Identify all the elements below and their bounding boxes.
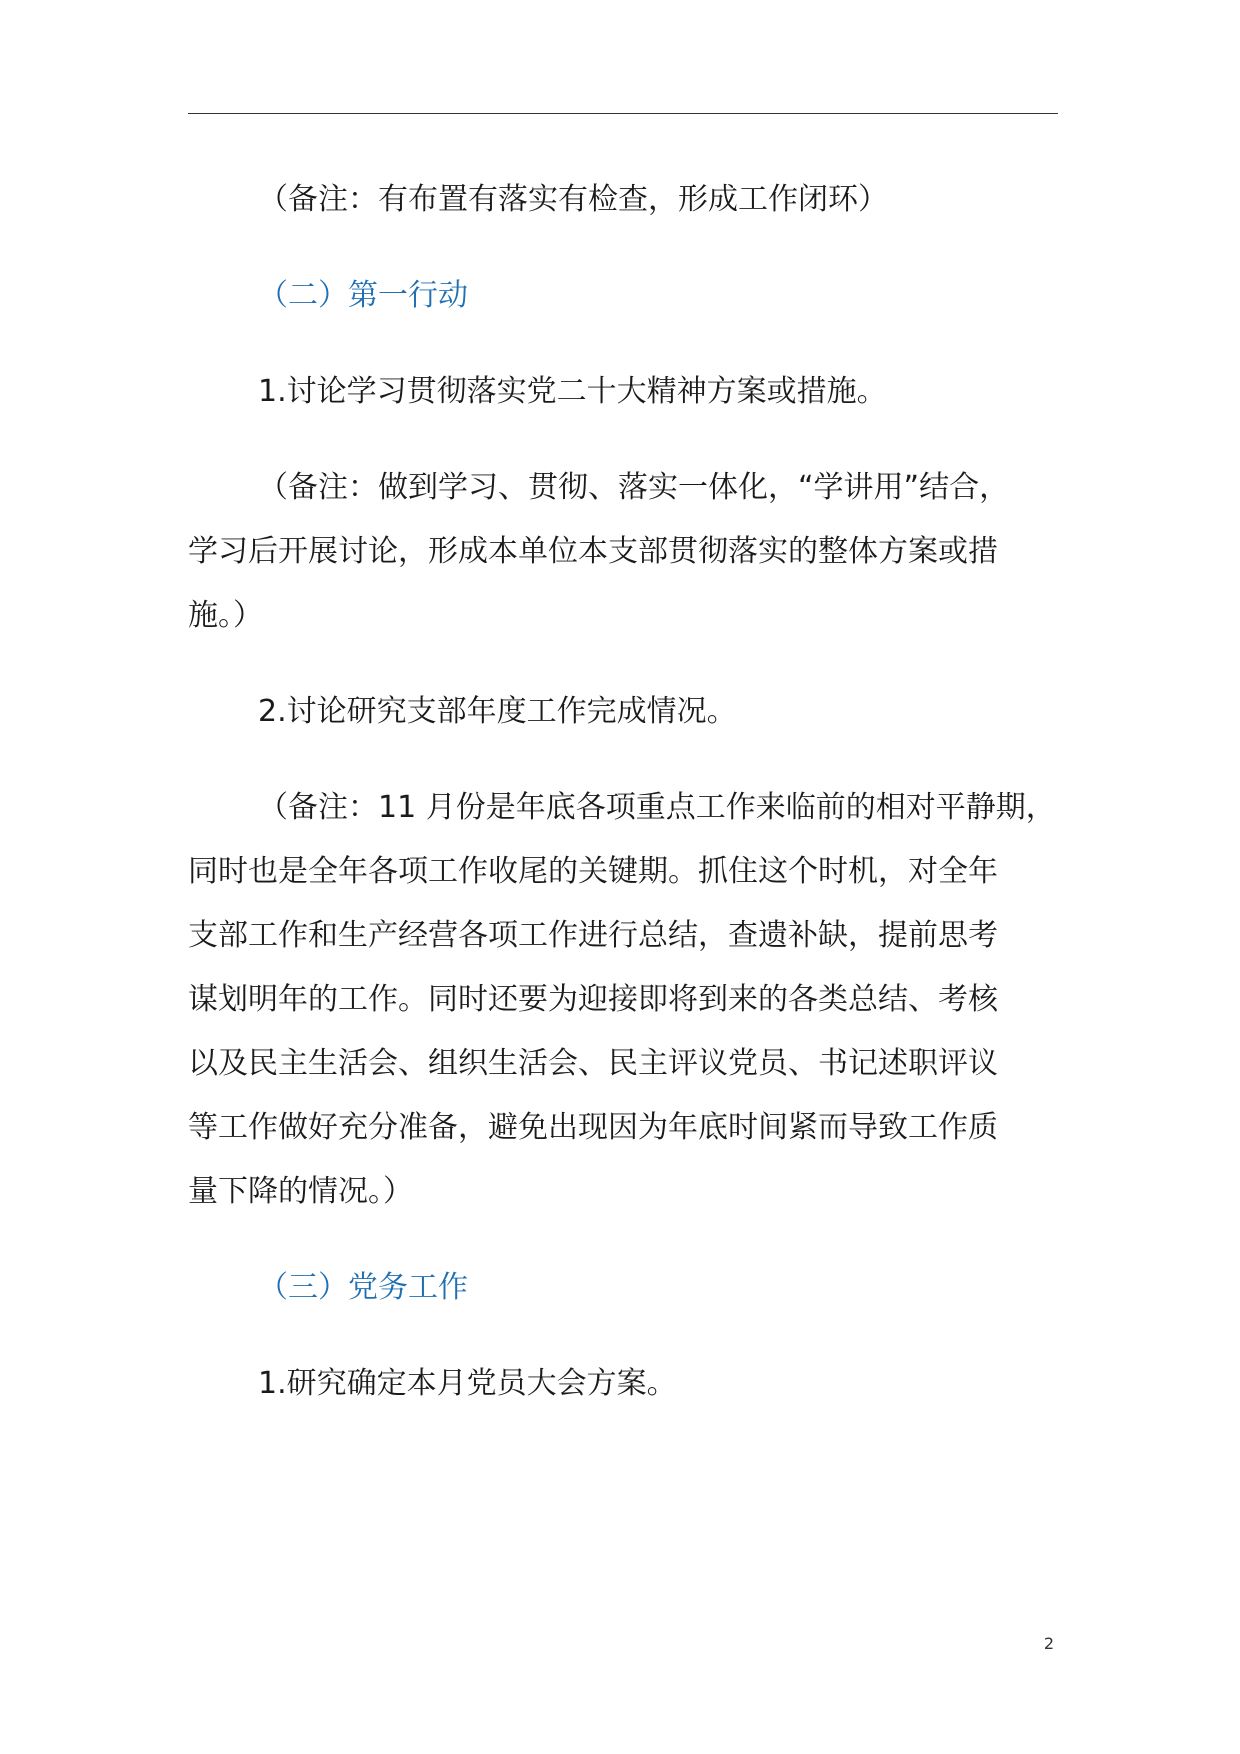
paragraph-note-2 xyxy=(188,776,1088,1224)
text-line: 等工作做好充分准备，避免出现因为年底时间紧而导致工作质 xyxy=(188,1110,998,1145)
text-line: 支部工作和生产经营各项工作进行总结，查遗补缺，提前思考 xyxy=(188,918,998,953)
list-item-3 xyxy=(188,1352,1088,1416)
text-line: 以及民主生活会、组织生活会、民主评议党员、书记述职评议 xyxy=(188,1046,998,1081)
text-line: 2.讨论研究支部年度工作完成情况。 xyxy=(258,694,737,729)
text-line: 谋划明年的工作。同时还要为迎接即将到来的各类总结、考核 xyxy=(188,982,998,1017)
list-item-2 xyxy=(188,680,1088,744)
text-line: 学习后开展讨论，形成本单位本支部贯彻落实的整体方案或措 xyxy=(188,534,998,569)
text-line: 1.研究确定本月党员大会方案。 xyxy=(258,1366,677,1401)
text-line: 施。） xyxy=(188,598,263,633)
paragraph-note-1 xyxy=(188,456,1088,648)
text-line: （备注：做到学习、贯彻、落实一体化，“学讲用”结合， xyxy=(258,470,1010,505)
text-line: 同时也是全年各项工作收尾的关键期。抓住这个时机，对全年 xyxy=(188,854,998,889)
header-rule xyxy=(188,113,1058,114)
section-heading-3 xyxy=(188,1256,1088,1320)
text-line: （备注：有布置有落实有检查，形成工作闭环） xyxy=(258,182,888,217)
paragraph-note-closed-loop xyxy=(188,168,1088,232)
page-number: 2 xyxy=(1043,1634,1054,1653)
text-line: 量下降的情况。） xyxy=(188,1174,413,1209)
text-line: （备注：11 月份是年底各项重点工作来临前的相对平静期， xyxy=(258,790,1056,825)
text-line: 1.讨论学习贯彻落实党二十大精神方案或措施。 xyxy=(258,374,887,409)
section-heading-2 xyxy=(188,264,1088,328)
heading-text: （三）党务工作 xyxy=(258,1270,468,1305)
document-body xyxy=(188,168,1088,1448)
list-item-1 xyxy=(188,360,1088,424)
heading-text: （二）第一行动 xyxy=(258,278,468,313)
